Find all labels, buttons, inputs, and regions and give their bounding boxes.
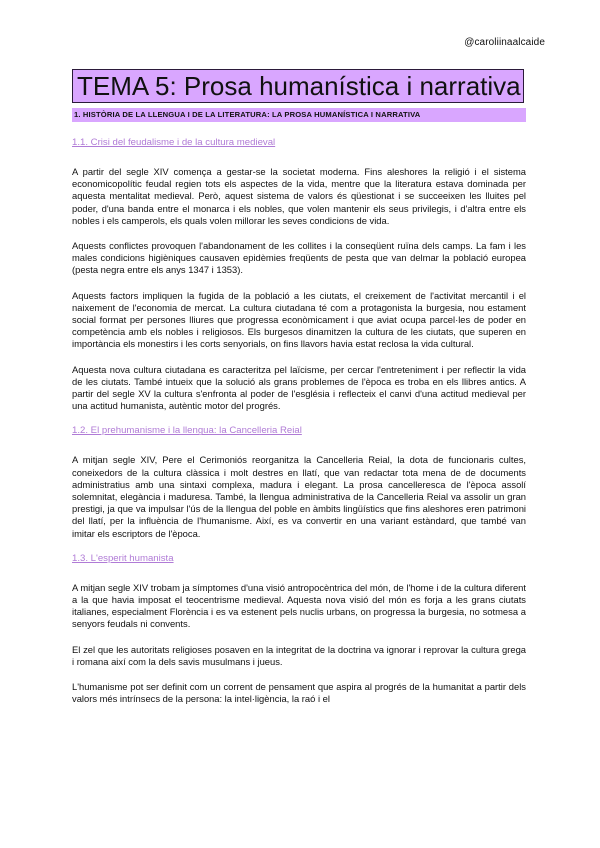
paragraph: A partir del segle XIV comença a gestar-se la societat moderna. Fins aleshores la religió i el sistema economicopolític feudal regien tots els aspectes de la vida, mentre que la literatura estava dominada per aquesta mentalitat medieval. Però, aquest sistema de valors és qüestionat i se succeeixen les lluites pel poder, d'una banda entre el monarca i els nobles, que volen mantenir els seus privilegis, i d'altra entre els nobles i els camperols, els quals volen millorar les seves condicions de vida.	[72, 166, 526, 226]
paragraph: L'humanisme pot ser definit com un corrent de pensament que aspira al progrés de la humanitat a partir dels valors més intrínsecs de la persona: la intel·ligència, la raó i el	[72, 681, 526, 705]
paragraph: El zel que les autoritats religioses posaven en la integritat de la doctrina va ignorar i reprovar la cultura grega i romana així com la dels savis musulmans i jueus.	[72, 643, 526, 667]
section-heading[interactable]: 1.2. El prehumanisme i la llengua: la Cancelleria Reial	[72, 425, 302, 437]
paragraph: A mitjan segle XIV, Pere el Cerimoniós reorganitza la Cancelleria Reial, la dota de funcionaris cultes, coneixedors de la cultura clàssica i molt destres en llatí, que van redactar tota mena de de documents administratius amb una sintaxi complexa, madura i elegant. La prosa cancelleresca de l'època assolí solemnitat, elegància i maduresa. També, la llengua administrativa de la Cancelleria Reial va assolir un gran prestigi, ja que va impulsar l'ús de la llengua del poble en àmbits lingüístics que fins aleshores eren patrimoni del llatí, per la influència de l'humanisme. Així, es va convertir en una variant estàndard, que també van imitar els escriptors de l'època.	[72, 454, 526, 539]
section-heading[interactable]: 1.1. Crisi del feudalisme i de la cultura medieval	[72, 137, 276, 148]
paragraph: A mitjan segle XIV trobam ja símptomes d'una visió antropocèntrica del món, de l'home i de la cultura diferent a la que havia imposat el teocentrisme medieval. Aquesta nova visió del món es forja a les grans ciutats italianes, especialment Florència i es va estenent pels nuclis urbans, on progressa la burgesia, no sotmesa a senyors feudals ni convents.	[72, 581, 526, 630]
paragraph: Aquests conflictes provoquen l'abandonament de les collites i la conseqüent ruïna dels camps. La fam i les males condicions higièniques causaven epidèmies freqüents de pesta que van delmar la població europea (pesta negra entre els anys 1347 i 1353).	[72, 240, 526, 276]
page-subtitle: 1. HISTÒRIA DE LA LLENGUA I DE LA LITERATURA: LA PROSA HUMANÍSTICA I NARRATIVA	[72, 108, 526, 122]
section-heading[interactable]: 1.3. L'esperit humanista	[72, 552, 174, 564]
page-title: TEMA 5: Prosa humanística i narrativa	[72, 69, 524, 103]
author-handle: @caroliinaalcaide	[464, 37, 545, 48]
paragraph: Aquesta nova cultura ciutadana es caracteritza pel laïcisme, per cercar l'entreteniment i per reflectir la vida de les ciutats. També intueix que la solució als grans problemes de l'època es troba en els llibres antics. A partir del segle XV la cultura s'enfronta al poder de l'església i reflecteix el canvi d'una actitud medieval per una actitud humanista, autèntic motor del progrés.	[72, 363, 526, 412]
document-body	[72, 137, 526, 719]
paragraph: Aquests factors impliquen la fugida de la població a les ciutats, el creixement de l'activitat mercantil i el naixement de l'economia de mercat. La cultura ciutadana té com a protagonista la burgesia, nou estament social format per persones lliures que progressa econòmicament i que aviat ocupa parcel·les de poder en competència amb els nobles i religiosos. Els burgesos dinamitzen la cultura de les ciutats, que superen en importància els monestirs i les corts senyorials, on fins llavors havia estat reclosa la vida cultural.	[72, 289, 526, 350]
